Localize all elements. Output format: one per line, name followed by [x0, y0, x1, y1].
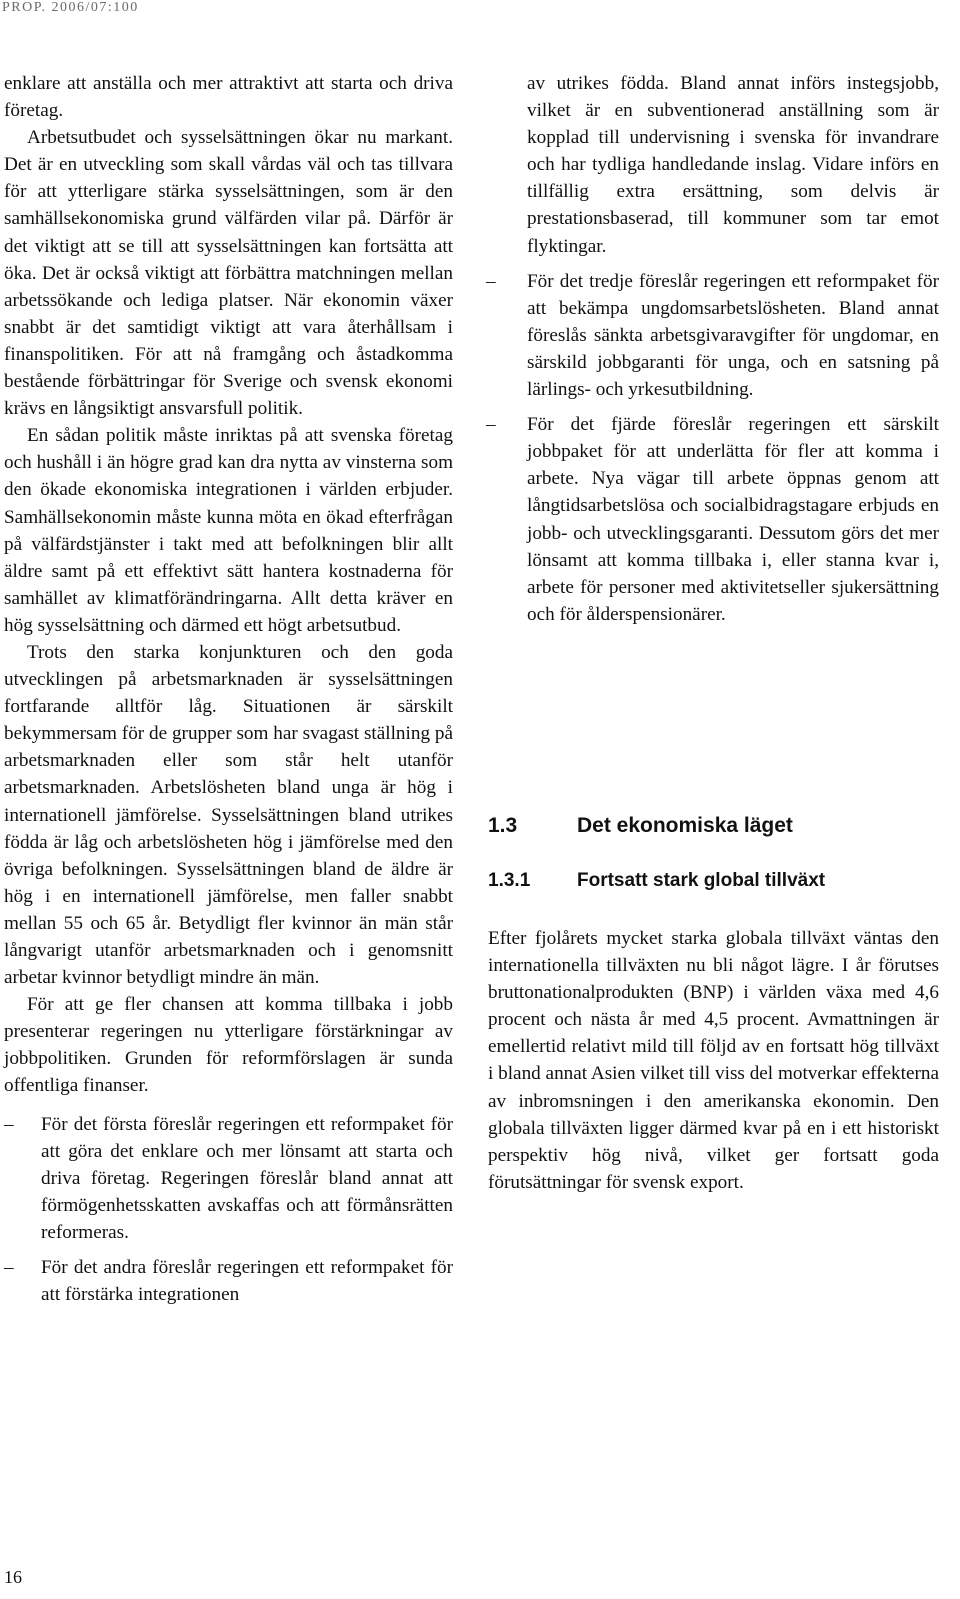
list-item: – För det första föreslår regeringen ett reformpaket för att göra det enklare och mer lönsamt att starta och driva företag. Regeringen föreslår bland annat att förmögenhetsskatten avskaffas och att förmånsrätten reformeras.	[4, 1111, 453, 1246]
running-head: PROP. 2006/07:100	[2, 0, 139, 15]
section-heading	[488, 814, 793, 838]
paragraph: Trots den starka konjunkturen och den goda utvecklingen på arbetsmarknaden är sysselsättningen fortfarande alltför låg. Situationen är särskilt bekymmersam för de grupper som har svagast ställning på arbetsmarknaden eller som står helt utanför arbetsmarknaden. Arbetslösheten bland unga är hög i internationell jämförelse. Sysselsättningen bland utrikes födda är låg och arbetslösheten hög i jämförelse med den övriga befolkningen. Sysselsättningen bland de äldre är hög i en internationell jämförelse, men faller snabbt mellan 55 och 65 år. Betydligt fler kvinnor än män står långvarigt utanför arbetsmarknaden och i genomsnitt arbetar kvinnor betydligt mindre än män.	[4, 641, 453, 989]
list-item: – För det andra föreslår regeringen ett reformpaket för att förstärka integrationen	[4, 1254, 453, 1308]
page-number: 16	[4, 1567, 22, 1587]
section-body	[488, 925, 939, 1196]
paragraph: enklare att anställa och mer attraktivt att starta och driva företag.	[4, 73, 453, 122]
paragraph: av utrikes födda. Bland annat införs instegsjobb, vilket är en subventionerad anställning som är kopplad till undervisning i svenska för invandrare och har tydliga handledande inslag. Vidare införs en tillfällig extra ersättning, som delvis är prestationsbaserad, till kommuner som tar emot flyktingar.	[527, 73, 939, 257]
subsection-number: 1.3.1	[488, 870, 531, 891]
paragraph: För att ge fler chansen att komma tillbaka i jobb presenterar regeringen nu ytterligare förstärkningar av jobbpolitiken. Grunden för reformförslagen är sunda offentliga finanser.	[4, 994, 453, 1097]
subsection-title: Fortsatt stark global tillväxt	[577, 870, 826, 891]
paragraph: Arbetsutbudet och sysselsättningen ökar nu markant. Det är en utveckling som skall vårdas väl och tas tillvara för att ytterligare stärka sysselsättningen, som är den samhällsekonomiska grund välfärden vilar på. Därför är det viktigt att se till att sysselsättningen kan fortsätta att öka. Det är också viktigt att förbättra matchningen mellan arbetssökande och lediga platser. När ekonomin växer snabbt är det samtidigt viktigt att vara återhållsam i finanspolitiken. För att nå framgång och åstadkomma bestående förbättringar för Sverige och svensk ekonomi krävs en långsiktigt ansvarsfull politik.	[4, 127, 453, 420]
list-item: – För det tredje föreslår regeringen ett reformpaket för att bekämpa ungdomsarbetslösheten. Bland annat föreslås sänkta arbetsgivaravgifter för ungdomar, en särskild jobbgaranti för unga, och en satsning på lärlings- och yrkesutbildning.	[527, 268, 939, 403]
right-column	[527, 70, 939, 628]
paragraph: En sådan politik måste inriktas på att svenska företag och hushåll i än högre grad kan dra nytta av vinsterna som den ökade ekonomiska integrationen i världen erbjuder. Samhällsekonomin måste kunna möta en ökad efterfrågan på välfärdstjänster i takt med att befolkningen blir allt äldre samt på ett effektivt sätt hantera kostnaderna för samhället av klimatförändringarna. Allt detta kräver en hög sysselsättning och därmed ett högt arbetsutbud.	[4, 425, 453, 636]
left-column	[4, 70, 453, 1308]
section-number: 1.3	[488, 814, 518, 837]
subsection-heading	[488, 870, 825, 892]
paragraph: Efter fjolårets mycket starka globala tillväxt väntas den internationella tillväxten nu bli något lägre. I år förutses bruttonationalprodukten (BNP) i världen växa med 4,6 procent och nästa år med 4,5 procent. Avmattningen är emellertid relativt mild till följd av en fortsatt hög tillväxt i bland annat Asien vilket till viss del motverkar effekterna av inbromsningen i den amerikanska ekonomin. Den globala tillväxten ligger därmed kvar på en i ett historiskt perspektiv hög nivå, vilket ger fortsatt goda förutsättningar för svensk export.	[488, 928, 939, 1193]
section-title: Det ekonomiska läget	[577, 814, 793, 837]
list-item: – För det fjärde föreslår regeringen ett särskilt jobbpaket för att underlätta för fler att komma i arbete. Nya vägar till arbete öppnas genom att långtidsarbetslösa och socialbidragstagare erbjuds en jobb- och utvecklingsgaranti. Dessutom görs det mer lönsamt att komma tillbaka i, eller stanna kvar i, arbete för personer med aktivitetseller sjukersättning och för ålderspensionärer.	[527, 411, 939, 628]
